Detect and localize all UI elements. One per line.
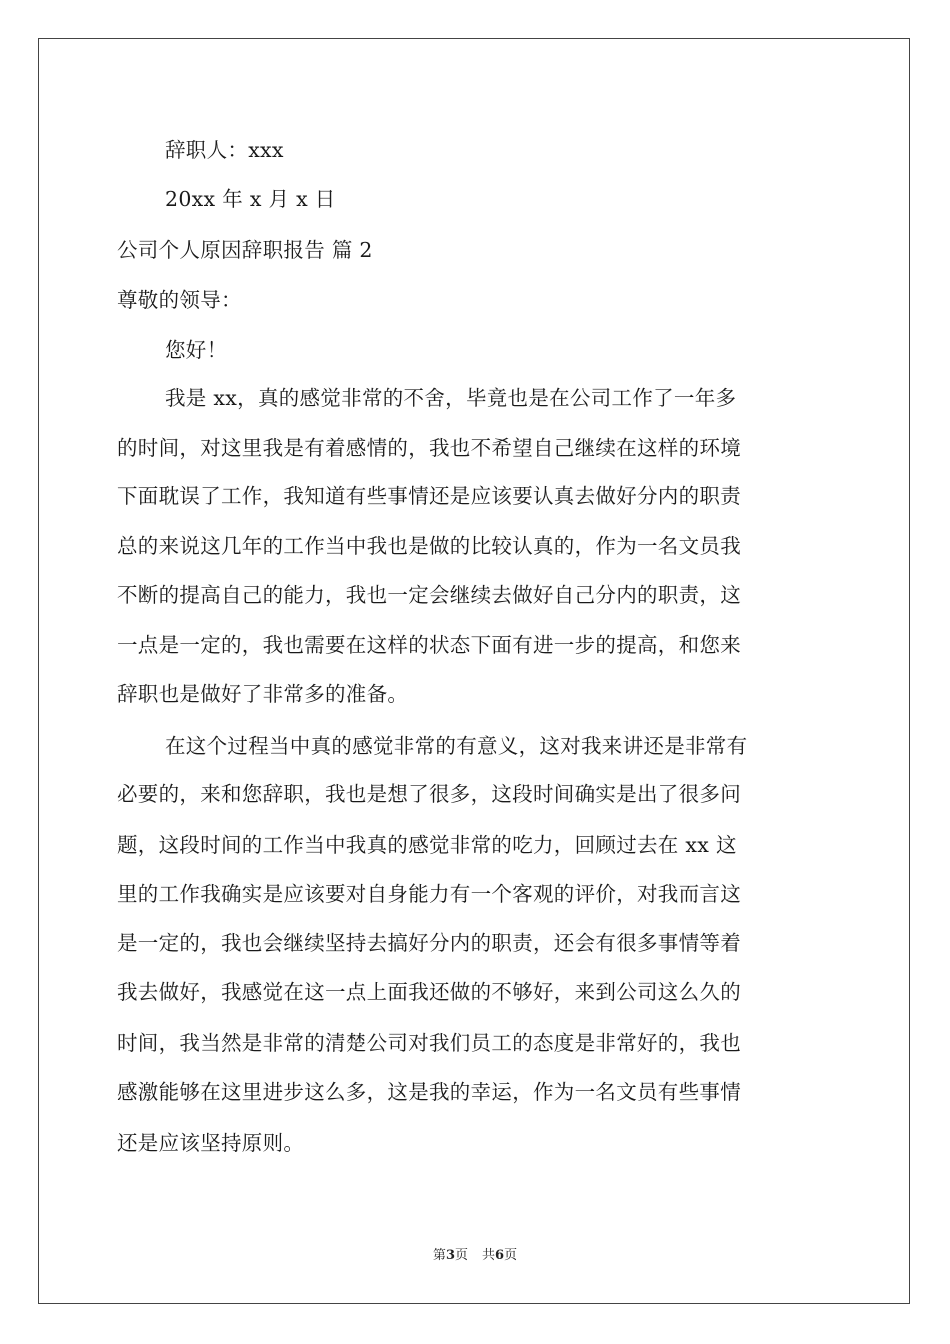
paragraph-2-line: 题，这段时间的工作当中我真的感觉非常的吃力，回顾过去在 xx 这 — [117, 833, 737, 857]
paragraph-2-line: 是一定的，我也会继续坚持去搞好分内的职责，还会有很多事情等着 — [117, 931, 741, 955]
paragraph-2-line: 感激能够在这里进步这么多，这是我的幸运，作为一名文员有些事情 — [117, 1080, 741, 1104]
paragraph-2-line: 时间，我当然是非常的清楚公司对我们员工的态度是非常好的，我也 — [117, 1031, 741, 1055]
page-number-prefix: 第 — [432, 1248, 446, 1263]
total-pages-suffix: 页 — [504, 1248, 518, 1263]
total-pages-prefix: 共 — [482, 1248, 496, 1263]
paragraph-1-line: 不断的提高自己的能力，我也一定会继续去做好自己分内的职责，这 — [117, 583, 741, 607]
paragraph-2-line: 在这个过程当中真的感觉非常的有意义，这对我来讲还是非常有 — [165, 734, 748, 758]
signer-line: 辞职人：xxx — [165, 138, 284, 162]
page-footer — [0, 1247, 950, 1265]
paragraph-2-line: 我去做好，我感觉在这一点上面我还做的不够好，来到公司这么久的 — [117, 980, 741, 1004]
paragraph-1-line: 一点是一定的，我也需要在这样的状态下面有进一步的提高，和您来 — [117, 633, 741, 657]
paragraph-1-line: 的时间，对这里我是有着感情的，我也不希望自己继续在这样的环境 — [117, 436, 741, 460]
paragraph-1-line: 总的来说这几年的工作当中我也是做的比较认真的，作为一名文员我 — [117, 534, 741, 558]
greeting: 您好！ — [165, 338, 228, 362]
paragraph-2-line: 还是应该坚持原则。 — [117, 1131, 305, 1155]
paragraph-2-line: 里的工作我确实是应该要对自身能力有一个客观的评价，对我而言这 — [117, 882, 741, 906]
paragraph-1-line: 下面耽误了工作，我知道有些事情还是应该要认真去做好分内的职责 — [117, 484, 741, 508]
total-pages-number: 6 — [495, 1248, 505, 1263]
paragraph-1-line: 辞职也是做好了非常多的准备。 — [117, 682, 409, 706]
salutation: 尊敬的领导： — [117, 288, 242, 312]
date-line: 20xx 年 x 月 x 日 — [165, 187, 336, 211]
current-page-number: 3 — [445, 1248, 455, 1263]
paragraph-2-line: 必要的，来和您辞职，我也是想了很多，这段时间确实是出了很多问 — [117, 782, 741, 806]
paragraph-1-line: 我是 xx，真的感觉非常的不舍，毕竟也是在公司工作了一年多 — [165, 386, 737, 410]
page-number-suffix: 页 — [454, 1248, 468, 1263]
page-border — [38, 38, 910, 1304]
section-title: 公司个人原因辞职报告 篇 2 — [117, 238, 373, 262]
